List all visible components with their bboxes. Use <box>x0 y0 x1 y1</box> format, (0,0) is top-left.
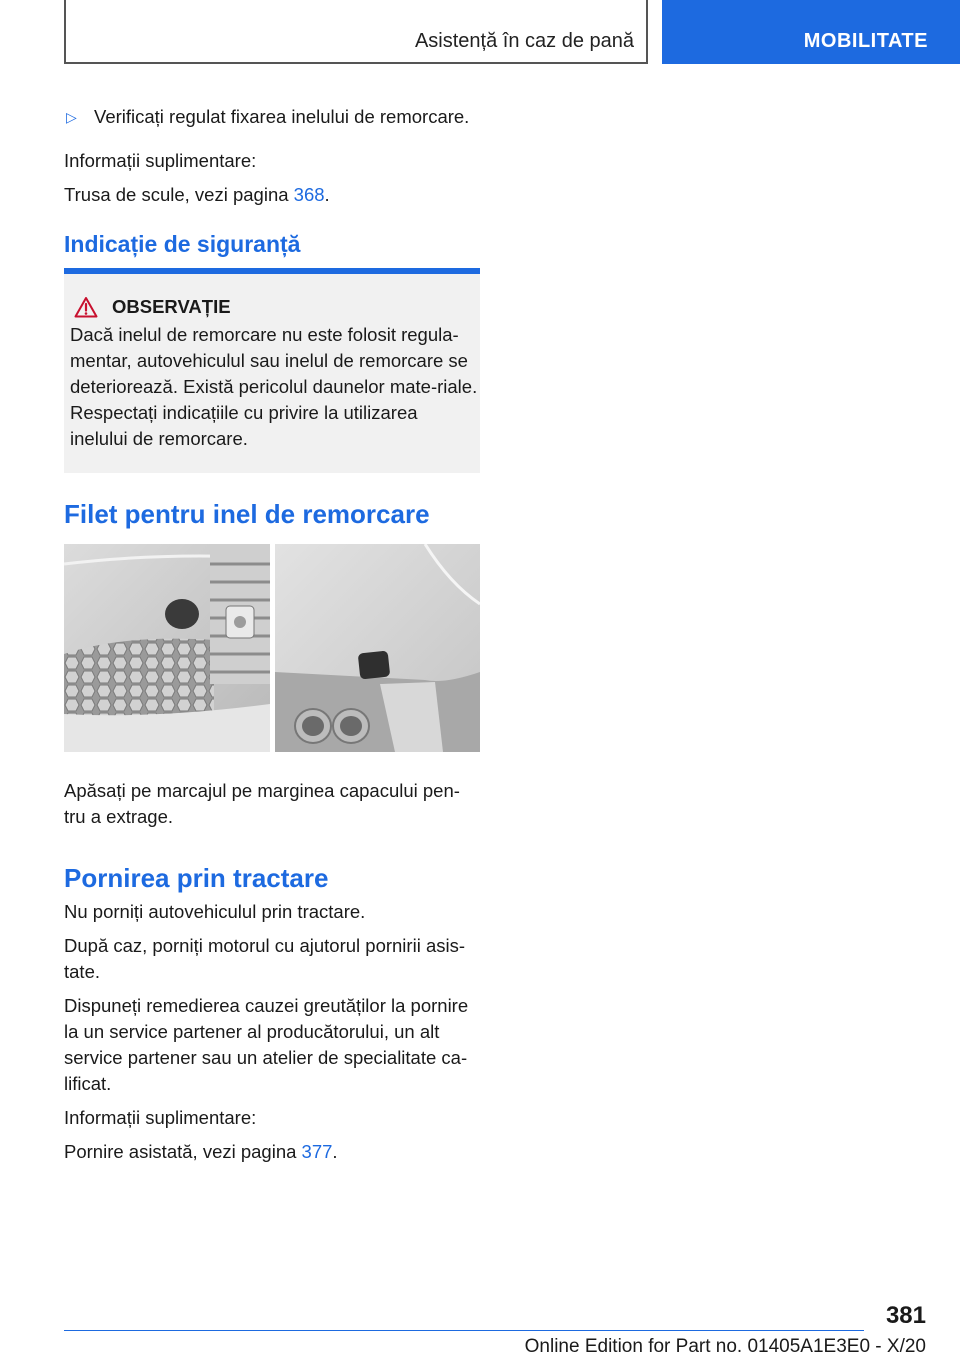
towstart-heading: Pornirea prin tractare <box>64 863 329 893</box>
towstart-section <box>64 861 480 1165</box>
info-label: Informații suplimentare: <box>64 150 257 171</box>
safety-section <box>64 229 480 259</box>
towstart-info-label: Informații suplimentare: <box>64 1107 257 1128</box>
page-link-377[interactable]: 377 <box>301 1141 333 1162</box>
footer-edition: Online Edition for Part no. 01405A1E3E0 - X/20 <box>524 1336 926 1357</box>
thread-heading: Filet pentru inel de remorcare <box>64 499 430 529</box>
header-chapter-title: MOBILITATE <box>803 30 928 52</box>
bullet-triangle-icon: ▷ <box>66 109 77 125</box>
header-section-title: Asistență în caz de pană <box>414 30 634 52</box>
figure-rear-bumper <box>275 544 480 752</box>
warning-text: Dacă inelul de remorcare nu este folosit regula-mentar, autovehiculul sau inelul de remorcare se deteriorează. Există pericolul daunelor mate-riale. Respectați indicațiile cu privire la utilizarea inelului de remorcare. <box>70 324 478 449</box>
info-reference-text: Trusa de scule, vezi pagina <box>64 184 294 205</box>
warning-triangle-icon <box>74 296 98 318</box>
page-link-368[interactable]: 368 <box>293 184 325 205</box>
front-bumper-illustration <box>64 544 270 752</box>
figure-caption <box>64 778 480 830</box>
towstart-info-text: Pornire asistată, vezi pagina <box>64 1141 302 1162</box>
header-chapter-tab <box>662 0 960 64</box>
towstart-info-reference <box>64 1139 480 1165</box>
rear-bumper-illustration <box>275 544 480 752</box>
info-reference <box>64 182 480 208</box>
footer-divider <box>64 1330 864 1331</box>
towstart-p1: Nu porniți autovehiculul prin tractare. <box>64 901 366 922</box>
thread-section <box>64 497 480 531</box>
towstart-p3: Dispuneți remedierea cauzei greutăților la pornire la un service partener al producătorului, un alt service partener sau un atelier de specialitate ca-lificat. <box>64 995 469 1094</box>
info-block-1 <box>64 148 480 208</box>
safety-heading: Indicație de siguranță <box>64 231 301 257</box>
page-number: 381 <box>885 1302 926 1329</box>
warning-title: OBSERVAȚIE <box>112 296 231 317</box>
towstart-p2: După caz, porniți motorul cu ajutorul pornirii asis-tate. <box>64 935 466 982</box>
info-reference-period: . <box>324 184 330 205</box>
bullet-text: Verificați regulat fixarea inelului de remorcare. <box>94 106 470 127</box>
figure-front-bumper <box>64 544 270 752</box>
towstart-info-period: . <box>332 1141 338 1162</box>
header-section-tab <box>64 0 648 64</box>
caption-text: Apăsați pe marcajul pe marginea capacului pen-tru a extrage. <box>64 780 460 827</box>
